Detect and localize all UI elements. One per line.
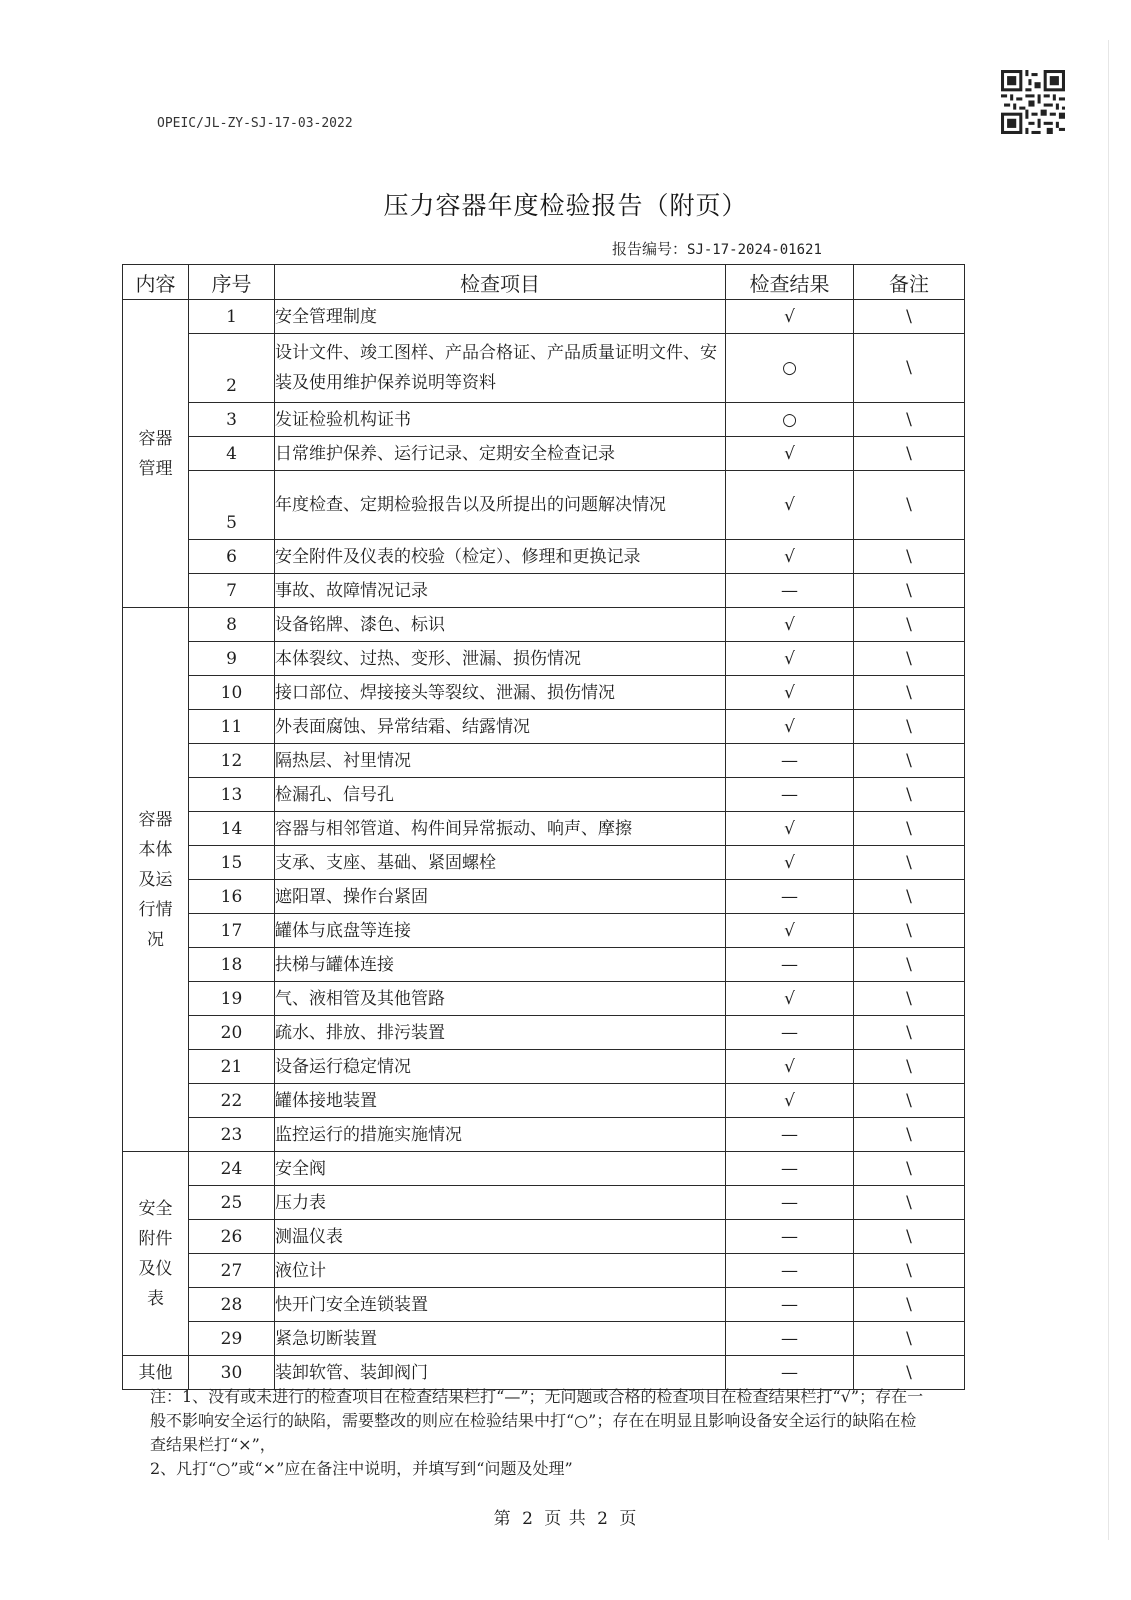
table-row bbox=[123, 1186, 965, 1220]
item-cell: 发证检验机构证书 bbox=[275, 403, 726, 437]
serial-cell: 4 bbox=[189, 437, 275, 471]
table-row bbox=[123, 948, 965, 982]
item-cell: 测温仪表 bbox=[275, 1220, 726, 1254]
note-cell: \ bbox=[854, 540, 965, 574]
serial-cell: 20 bbox=[189, 1016, 275, 1050]
note-cell: \ bbox=[854, 1186, 965, 1220]
result-cell: — bbox=[726, 1118, 854, 1152]
page-edge bbox=[1108, 40, 1131, 1540]
item-cell: 设计文件、竣工图样、产品合格证、产品质量证明文件、安装及使用维护保养说明等资料 bbox=[275, 334, 726, 403]
item-cell: 安全阀 bbox=[275, 1152, 726, 1186]
item-cell: 监控运行的措施实施情况 bbox=[275, 1118, 726, 1152]
serial-cell: 26 bbox=[189, 1220, 275, 1254]
category-cell: 容器 管理 bbox=[123, 300, 189, 608]
note-1: 注：1、没有或未进行的检查项目在检查结果栏打“—”；无问题或合格的检查项目在检查结果栏打“√”；存在一般不影响安全运行的缺陷，需要整改的则应在检验结果中打“○”；存在在明显且影响设备安全运行的缺陷在检查结果栏打“×”， bbox=[150, 1387, 924, 1454]
table-row bbox=[123, 608, 965, 642]
result-cell: — bbox=[726, 574, 854, 608]
table-row bbox=[123, 1288, 965, 1322]
table-row bbox=[123, 437, 965, 471]
table-row bbox=[123, 880, 965, 914]
category-cell: 安全 附件 及仪 表 bbox=[123, 1152, 189, 1356]
note-cell: \ bbox=[854, 914, 965, 948]
serial-cell: 1 bbox=[189, 300, 275, 334]
serial-cell: 10 bbox=[189, 676, 275, 710]
report-number bbox=[612, 238, 822, 259]
note-cell: \ bbox=[854, 1084, 965, 1118]
result-cell: √ bbox=[726, 300, 854, 334]
item-cell: 事故、故障情况记录 bbox=[275, 574, 726, 608]
footer-page: 2 bbox=[522, 1509, 534, 1529]
serial-cell: 5 bbox=[189, 471, 275, 540]
result-cell: √ bbox=[726, 846, 854, 880]
qr-code-icon bbox=[1001, 70, 1065, 134]
item-cell: 罐体接地装置 bbox=[275, 1084, 726, 1118]
category-cell: 其他 bbox=[123, 1356, 189, 1390]
serial-cell: 6 bbox=[189, 540, 275, 574]
note-cell: \ bbox=[854, 1016, 965, 1050]
serial-cell: 11 bbox=[189, 710, 275, 744]
item-cell: 装卸软管、装卸阀门 bbox=[275, 1356, 726, 1390]
header-item: 检查项目 bbox=[275, 265, 726, 300]
table-row bbox=[123, 403, 965, 437]
result-cell: √ bbox=[726, 982, 854, 1016]
serial-cell: 28 bbox=[189, 1288, 275, 1322]
table-row bbox=[123, 676, 965, 710]
result-cell: — bbox=[726, 1356, 854, 1390]
note-cell: \ bbox=[854, 778, 965, 812]
table-row bbox=[123, 642, 965, 676]
table-row bbox=[123, 1084, 965, 1118]
table-row bbox=[123, 334, 965, 403]
footer-prefix: 第 bbox=[493, 1509, 512, 1529]
inspection-table bbox=[122, 264, 965, 1390]
table-row bbox=[123, 1220, 965, 1254]
result-cell: — bbox=[726, 1322, 854, 1356]
footer-suffix: 页 bbox=[619, 1509, 638, 1529]
item-cell: 安全附件及仪表的校验（检定）、修理和更换记录 bbox=[275, 540, 726, 574]
note-cell: \ bbox=[854, 982, 965, 1016]
note-2: 2、凡打“○”或“×”应在备注中说明，并填写到“问题及处理” bbox=[150, 1459, 573, 1478]
serial-cell: 13 bbox=[189, 778, 275, 812]
table-body bbox=[123, 300, 965, 1390]
table-row bbox=[123, 710, 965, 744]
result-cell: √ bbox=[726, 608, 854, 642]
table-row bbox=[123, 982, 965, 1016]
item-cell: 检漏孔、信号孔 bbox=[275, 778, 726, 812]
table-row bbox=[123, 744, 965, 778]
note-cell: \ bbox=[854, 1118, 965, 1152]
report-number-label: 报告编号： bbox=[612, 240, 688, 258]
category-cell: 容器 本体 及运 行情 况 bbox=[123, 608, 189, 1152]
note-cell: \ bbox=[854, 812, 965, 846]
result-cell: √ bbox=[726, 710, 854, 744]
page-title: 压力容器年度检验报告（附页） bbox=[383, 191, 748, 220]
table-row bbox=[123, 778, 965, 812]
note-cell: \ bbox=[854, 574, 965, 608]
header-note: 备注 bbox=[854, 265, 965, 300]
item-cell: 外表面腐蚀、异常结霜、结露情况 bbox=[275, 710, 726, 744]
serial-cell: 9 bbox=[189, 642, 275, 676]
result-cell: — bbox=[726, 1152, 854, 1186]
item-cell: 压力表 bbox=[275, 1186, 726, 1220]
serial-cell: 8 bbox=[189, 608, 275, 642]
table-row bbox=[123, 574, 965, 608]
serial-cell: 3 bbox=[189, 403, 275, 437]
result-cell: √ bbox=[726, 676, 854, 710]
item-cell: 安全管理制度 bbox=[275, 300, 726, 334]
note-cell: \ bbox=[854, 437, 965, 471]
table-row bbox=[123, 846, 965, 880]
result-cell: √ bbox=[726, 812, 854, 846]
result-cell: — bbox=[726, 1186, 854, 1220]
table-header-row bbox=[123, 265, 965, 300]
result-cell: √ bbox=[726, 540, 854, 574]
result-cell: ○ bbox=[726, 403, 854, 437]
result-cell: — bbox=[726, 1220, 854, 1254]
serial-cell: 7 bbox=[189, 574, 275, 608]
serial-cell: 16 bbox=[189, 880, 275, 914]
item-cell: 快开门安全连锁装置 bbox=[275, 1288, 726, 1322]
note-cell: \ bbox=[854, 846, 965, 880]
notes-section bbox=[150, 1385, 930, 1481]
note-cell: \ bbox=[854, 744, 965, 778]
item-cell: 年度检查、定期检验报告以及所提出的问题解决情况 bbox=[275, 471, 726, 540]
note-cell: \ bbox=[854, 1322, 965, 1356]
result-cell: ○ bbox=[726, 334, 854, 403]
item-cell: 日常维护保养、运行记录、定期安全检查记录 bbox=[275, 437, 726, 471]
serial-cell: 19 bbox=[189, 982, 275, 1016]
note-cell: \ bbox=[854, 1220, 965, 1254]
note-cell: \ bbox=[854, 403, 965, 437]
result-cell: — bbox=[726, 1016, 854, 1050]
item-cell: 支承、支座、基础、紧固螺栓 bbox=[275, 846, 726, 880]
table-row bbox=[123, 471, 965, 540]
table-row bbox=[123, 540, 965, 574]
note-cell: \ bbox=[854, 710, 965, 744]
table-row bbox=[123, 812, 965, 846]
item-cell: 遮阳罩、操作台紧固 bbox=[275, 880, 726, 914]
item-cell: 隔热层、衬里情况 bbox=[275, 744, 726, 778]
note-cell: \ bbox=[854, 1050, 965, 1084]
note-cell: \ bbox=[854, 1356, 965, 1390]
serial-cell: 14 bbox=[189, 812, 275, 846]
table-row bbox=[123, 914, 965, 948]
result-cell: √ bbox=[726, 1050, 854, 1084]
item-cell: 扶梯与罐体连接 bbox=[275, 948, 726, 982]
item-cell: 液位计 bbox=[275, 1254, 726, 1288]
document-code: OPEIC/JL-ZY-SJ-17-03-2022 bbox=[157, 116, 353, 131]
result-cell: — bbox=[726, 1254, 854, 1288]
item-cell: 罐体与底盘等连接 bbox=[275, 914, 726, 948]
note-cell: \ bbox=[854, 676, 965, 710]
table-row bbox=[123, 1050, 965, 1084]
result-cell: — bbox=[726, 778, 854, 812]
footer-mid: 页 共 bbox=[544, 1509, 587, 1529]
serial-cell: 27 bbox=[189, 1254, 275, 1288]
result-cell: √ bbox=[726, 1084, 854, 1118]
note-cell: \ bbox=[854, 642, 965, 676]
result-cell: — bbox=[726, 880, 854, 914]
result-cell: √ bbox=[726, 642, 854, 676]
note-cell: \ bbox=[854, 1254, 965, 1288]
serial-cell: 2 bbox=[189, 334, 275, 403]
item-cell: 设备铭牌、漆色、标识 bbox=[275, 608, 726, 642]
note-cell: \ bbox=[854, 1152, 965, 1186]
note-cell: \ bbox=[854, 334, 965, 403]
serial-cell: 18 bbox=[189, 948, 275, 982]
header-result: 检查结果 bbox=[726, 265, 854, 300]
result-cell: — bbox=[726, 1288, 854, 1322]
serial-cell: 23 bbox=[189, 1118, 275, 1152]
result-cell: — bbox=[726, 948, 854, 982]
serial-cell: 12 bbox=[189, 744, 275, 778]
result-cell: √ bbox=[726, 471, 854, 540]
serial-cell: 30 bbox=[189, 1356, 275, 1390]
table-row bbox=[123, 1322, 965, 1356]
serial-cell: 15 bbox=[189, 846, 275, 880]
note-cell: \ bbox=[854, 1288, 965, 1322]
note-cell: \ bbox=[854, 948, 965, 982]
item-cell: 容器与相邻管道、构件间异常振动、响声、摩擦 bbox=[275, 812, 726, 846]
note-cell: \ bbox=[854, 608, 965, 642]
header-serial: 序号 bbox=[189, 265, 275, 300]
table-row bbox=[123, 1118, 965, 1152]
table-row bbox=[123, 1254, 965, 1288]
item-cell: 气、液相管及其他管路 bbox=[275, 982, 726, 1016]
footer-total: 2 bbox=[597, 1509, 609, 1529]
item-cell: 设备运行稳定情况 bbox=[275, 1050, 726, 1084]
table-row bbox=[123, 300, 965, 334]
serial-cell: 22 bbox=[189, 1084, 275, 1118]
item-cell: 紧急切断装置 bbox=[275, 1322, 726, 1356]
serial-cell: 17 bbox=[189, 914, 275, 948]
item-cell: 接口部位、焊接接头等裂纹、泄漏、损伤情况 bbox=[275, 676, 726, 710]
serial-cell: 29 bbox=[189, 1322, 275, 1356]
result-cell: √ bbox=[726, 914, 854, 948]
result-cell: — bbox=[726, 744, 854, 778]
header-content: 内容 bbox=[123, 265, 189, 300]
item-cell: 疏水、排放、排污装置 bbox=[275, 1016, 726, 1050]
report-number-value: SJ-17-2024-01621 bbox=[687, 242, 822, 258]
table-row bbox=[123, 1016, 965, 1050]
note-cell: \ bbox=[854, 471, 965, 540]
page-footer bbox=[0, 1504, 1131, 1529]
table-row bbox=[123, 1152, 965, 1186]
serial-cell: 24 bbox=[189, 1152, 275, 1186]
item-cell: 本体裂纹、过热、变形、泄漏、损伤情况 bbox=[275, 642, 726, 676]
result-cell: √ bbox=[726, 437, 854, 471]
note-cell: \ bbox=[854, 880, 965, 914]
note-cell: \ bbox=[854, 300, 965, 334]
serial-cell: 21 bbox=[189, 1050, 275, 1084]
serial-cell: 25 bbox=[189, 1186, 275, 1220]
